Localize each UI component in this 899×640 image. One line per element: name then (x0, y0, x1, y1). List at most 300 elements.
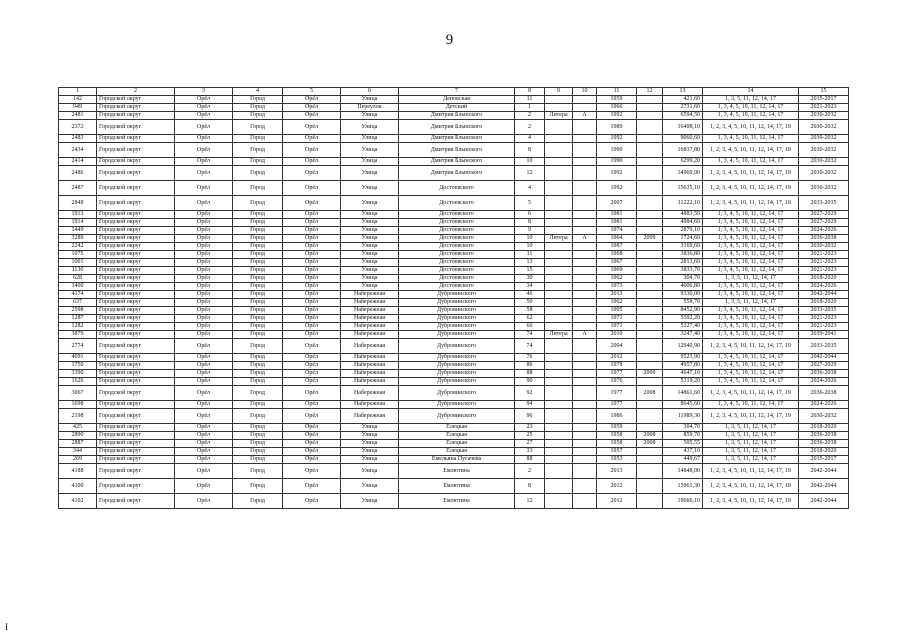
table-cell: 33 (515, 448, 545, 456)
table-cell: Орёл (175, 370, 233, 378)
table-cell: Городской округ (97, 112, 175, 120)
table-cell: 1958 (597, 440, 637, 448)
table-cell: 11 (515, 251, 545, 259)
table-cell (637, 323, 663, 331)
table-cell: Улица (341, 479, 399, 494)
table-cell: 2012 (597, 354, 637, 362)
table-cell: 5327,40 (663, 323, 703, 331)
column-number: 7 (399, 88, 515, 96)
table-row (59, 464, 849, 479)
table-cell: Улица (341, 96, 399, 104)
column-number: 3 (175, 88, 233, 96)
table-cell: Город (233, 235, 283, 243)
table-cell (573, 354, 597, 362)
table-cell: 1 (515, 104, 545, 112)
table-cell (545, 104, 573, 112)
table-cell: Орёл (175, 120, 233, 135)
table-cell (545, 456, 573, 464)
table-cell (545, 283, 573, 291)
table-cell: Улица (341, 494, 399, 509)
table-cell: 1992 (597, 135, 637, 143)
table-cell: Дубровинского (399, 323, 515, 331)
table-cell: Городской округ (97, 267, 175, 275)
table-cell (637, 259, 663, 267)
table-cell: Городской округ (97, 401, 175, 409)
table-cell: 1992 (597, 112, 637, 120)
table-cell: 1968 (597, 251, 637, 259)
table-cell: Город (233, 181, 283, 196)
table-cell: Орёл (283, 331, 341, 339)
table-cell: Город (233, 267, 283, 275)
table-cell: 1, 3, 4, 5, 10, 11, 12, 14, 17 (703, 259, 799, 267)
table-cell (637, 251, 663, 259)
table-cell: 8 (515, 143, 545, 158)
table-cell: Достоевского (399, 211, 515, 219)
table-cell: 3067 (59, 386, 97, 401)
table-cell: 2004 (597, 339, 637, 354)
table-cell: Набережная (341, 409, 399, 424)
table-cell: Дубровинского (399, 401, 515, 409)
table-cell: Город (233, 219, 283, 227)
table-cell: Улица (341, 135, 399, 143)
housing-registry-table (58, 87, 849, 509)
table-cell: 142 (59, 96, 97, 104)
table-cell: 14848,00 (663, 464, 703, 479)
table-cell: 1, 3, 4, 5, 10, 11, 12, 14, 17 (703, 104, 799, 112)
table-cell: 1, 2, 3, 4, 5, 10, 11, 12, 14, 17, 19 (703, 479, 799, 494)
table-cell (573, 181, 597, 196)
table-cell: 1992 (597, 166, 637, 181)
table-cell: 50 (515, 299, 545, 307)
table-cell: Орёл (175, 267, 233, 275)
table-cell: 949 (59, 104, 97, 112)
table-cell: 1, 3, 4, 5, 10, 11, 12, 14, 17 (703, 267, 799, 275)
table-cell: Набережная (341, 401, 399, 409)
table-cell (573, 456, 597, 464)
table-cell (573, 307, 597, 315)
table-row (59, 440, 849, 448)
table-cell (573, 370, 597, 378)
table-cell: 1, 3, 4, 5, 10, 11, 12, 14, 17 (703, 362, 799, 370)
table-cell (573, 362, 597, 370)
table-cell: 2024-2026 (799, 283, 849, 291)
table-cell (637, 479, 663, 494)
table-cell: Город (233, 283, 283, 291)
table-cell (637, 409, 663, 424)
page-number: 9 (445, 32, 454, 48)
table-row (59, 424, 849, 432)
table-cell: 2042-2044 (799, 354, 849, 362)
column-number: 9 (545, 88, 573, 96)
table-cell: 2027-2029 (799, 219, 849, 227)
table-cell: 1, 2, 3, 4, 5, 10, 11, 12, 14, 17, 19 (703, 386, 799, 401)
table-cell (573, 299, 597, 307)
table-cell: Набережная (341, 307, 399, 315)
table-cell: Улица (341, 166, 399, 181)
table-cell (637, 120, 663, 135)
table-cell: 2033-2035 (799, 339, 849, 354)
table-cell: 2198 (59, 409, 97, 424)
table-cell: Орёл (283, 243, 341, 251)
table-cell: 8 (515, 219, 545, 227)
table-cell (573, 120, 597, 135)
table-cell: 2030-2032 (799, 409, 849, 424)
table-row (59, 112, 849, 120)
table-cell: Городской округ (97, 96, 175, 104)
table-cell (545, 299, 573, 307)
table-cell: А (573, 331, 597, 339)
table-cell: 4984,60 (663, 219, 703, 227)
table-cell: 1969 (597, 267, 637, 275)
table-cell: Городской округ (97, 494, 175, 509)
table-cell: Литера (545, 112, 573, 120)
table-cell (637, 291, 663, 299)
table-cell: Орёл (175, 227, 233, 235)
table-cell: Орёл (175, 424, 233, 432)
table-cell: Орёл (175, 112, 233, 120)
table-cell: 2042-2044 (799, 291, 849, 299)
table-cell: 10 (515, 158, 545, 166)
table-cell: А (573, 112, 597, 120)
table-cell: Город (233, 378, 283, 386)
table-cell (637, 158, 663, 166)
table-row (59, 275, 849, 283)
table-cell (637, 267, 663, 275)
table-cell: Улица (341, 464, 399, 479)
table-cell: Орёл (175, 235, 233, 243)
table-cell: 2010 (597, 331, 637, 339)
table-cell: Емлютина (399, 494, 515, 509)
table-cell: Орёл (283, 96, 341, 104)
table-cell: Набережная (341, 331, 399, 339)
table-cell: 1, 3, 4, 5, 10, 11, 12, 14, 17 (703, 378, 799, 386)
table-cell: Достоевского (399, 181, 515, 196)
table-cell: Орёл (283, 307, 341, 315)
table-cell: Город (233, 291, 283, 299)
table-cell: 2372 (59, 120, 97, 135)
table-cell: Набережная (341, 362, 399, 370)
table-cell: 2008 (637, 386, 663, 401)
table-cell (637, 378, 663, 386)
table-cell (573, 479, 597, 494)
table-cell (545, 181, 573, 196)
table-cell: Городской округ (97, 299, 175, 307)
table-cell: Орёл (175, 362, 233, 370)
table-cell: Детский (399, 104, 515, 112)
table-row (59, 315, 849, 323)
table-cell: Набережная (341, 315, 399, 323)
table-cell (545, 362, 573, 370)
table-cell (637, 283, 663, 291)
table-cell: 1, 3, 4, 5, 10, 11, 12, 14, 17 (703, 135, 799, 143)
table-cell (545, 259, 573, 267)
table-cell: Городской округ (97, 104, 175, 112)
table-row (59, 196, 849, 211)
table-cell (637, 354, 663, 362)
table-cell: Орёл (175, 283, 233, 291)
table-row (59, 323, 849, 331)
table-cell: Орёл (175, 307, 233, 315)
table-cell: Орёл (175, 275, 233, 283)
table-cell: 2018-2020 (799, 299, 849, 307)
table-cell: Достоевского (399, 267, 515, 275)
table-cell: Достоевского (399, 283, 515, 291)
table-cell: 1, 3, 5, 11, 12, 14, 17 (703, 424, 799, 432)
table-cell: 304,70 (663, 424, 703, 432)
table-cell: Город (233, 323, 283, 331)
table-cell: 1971 (597, 315, 637, 323)
table-row (59, 259, 849, 267)
table-row (59, 401, 849, 409)
table-cell: 2036-2038 (799, 370, 849, 378)
table-cell: Орёл (283, 291, 341, 299)
table-cell (545, 494, 573, 509)
table-cell: 11222,10 (663, 196, 703, 211)
table-cell: Городской округ (97, 354, 175, 362)
table-cell: Орёл (175, 315, 233, 323)
table-cell (573, 96, 597, 104)
table-cell: 4957,80 (663, 362, 703, 370)
table-cell: Городской округ (97, 378, 175, 386)
table-cell (573, 135, 597, 143)
table-cell: Дмитрия Блынского (399, 158, 515, 166)
table-cell: 437,10 (663, 448, 703, 456)
table-cell: 74 (515, 331, 545, 339)
table-cell: 4647,10 (663, 370, 703, 378)
table-cell: 2483 (59, 135, 97, 143)
table-cell: 6 (515, 211, 545, 219)
column-number: 8 (515, 88, 545, 96)
table-cell: 2481 (59, 112, 97, 120)
table-cell: Городской округ (97, 331, 175, 339)
table-cell (545, 158, 573, 166)
table-cell: Городской округ (97, 315, 175, 323)
table-cell: 10 (515, 235, 545, 243)
table-cell (637, 181, 663, 196)
table-cell: 9523,90 (663, 354, 703, 362)
table-cell: Елецкая (399, 448, 515, 456)
column-number-row (59, 88, 849, 96)
table-cell: Орёл (283, 211, 341, 219)
table-cell (637, 196, 663, 211)
table-row (59, 432, 849, 440)
table-cell (573, 104, 597, 112)
table-cell: Город (233, 456, 283, 464)
table-cell: 2887 (59, 440, 97, 448)
table-cell: 304,70 (663, 275, 703, 283)
table-cell: Орёл (175, 291, 233, 299)
table-cell: 2015-2017 (799, 96, 849, 104)
table-cell (573, 259, 597, 267)
table-cell: 4 (515, 135, 545, 143)
table-cell: 1, 2, 3, 4, 5, 10, 11, 12, 14, 17, 19 (703, 181, 799, 196)
table-row (59, 362, 849, 370)
table-cell: Дубровинского (399, 386, 515, 401)
table-cell: Литера (545, 331, 573, 339)
table-cell: Набережная (341, 339, 399, 354)
table-cell: Набережная (341, 354, 399, 362)
table-cell: Городской округ (97, 219, 175, 227)
table-cell (545, 432, 573, 440)
table-cell (573, 275, 597, 283)
table-cell (637, 211, 663, 219)
table-cell: Деповская (399, 96, 515, 104)
table-cell: Городской округ (97, 323, 175, 331)
table-cell: 2018-2020 (799, 424, 849, 432)
table-cell: 1, 2, 3, 4, 5, 10, 11, 12, 14, 17, 19 (703, 166, 799, 181)
table-cell (573, 494, 597, 509)
table-cell: 1981 (597, 219, 637, 227)
table-cell: 628 (59, 275, 97, 283)
table-cell: 2021-2023 (799, 323, 849, 331)
table-cell: Орёл (175, 158, 233, 166)
table-cell: 1, 3, 5, 11, 12, 14, 17 (703, 448, 799, 456)
table-cell: 1698 (59, 401, 97, 409)
table-cell: Орёл (175, 104, 233, 112)
table-cell: 2813,60 (663, 259, 703, 267)
table-cell: 1987 (597, 243, 637, 251)
table-cell: 2018-2020 (799, 448, 849, 456)
table-cell: 1, 2, 3, 4, 5, 10, 11, 12, 14, 17, 19 (703, 494, 799, 509)
table-cell: Орёл (175, 211, 233, 219)
table-cell: Улица (341, 456, 399, 464)
table-cell (545, 464, 573, 479)
table-cell: 13 (515, 259, 545, 267)
table-cell: 2012 (597, 494, 637, 509)
table-cell: Орёл (283, 386, 341, 401)
table-cell: 1750 (59, 362, 97, 370)
table-cell (573, 448, 597, 456)
table-cell: 449,67 (663, 456, 703, 464)
table-cell: 2030-2032 (799, 243, 849, 251)
table-cell: Орёл (175, 409, 233, 424)
table-cell: Город (233, 251, 283, 259)
table-cell: Город (233, 120, 283, 135)
table-cell: Улица (341, 112, 399, 120)
table-cell: Орёл (283, 479, 341, 494)
table-cell: 2033-2035 (799, 196, 849, 211)
table-cell: 2890 (59, 432, 97, 440)
table-cell: 2042-2044 (799, 479, 849, 494)
table-cell: 58 (515, 307, 545, 315)
table-cell: 2021-2023 (799, 104, 849, 112)
table-cell: 1, 2, 3, 4, 5, 10, 11, 12, 14, 17, 19 (703, 339, 799, 354)
table-cell: 2009 (637, 235, 663, 243)
column-number: 15 (799, 88, 849, 96)
table-cell: 1400 (59, 283, 97, 291)
table-cell: Орёл (283, 158, 341, 166)
table-cell: 2021-2023 (799, 267, 849, 275)
table-cell: Дубровинского (399, 299, 515, 307)
table-cell: 15635,10 (663, 181, 703, 196)
table-cell: 2024-2026 (799, 378, 849, 386)
table-cell (545, 120, 573, 135)
table-cell: 2007 (597, 196, 637, 211)
table-cell: Набережная (341, 378, 399, 386)
table-cell: 505,55 (663, 440, 703, 448)
table-cell: 4006,80 (663, 283, 703, 291)
table-cell (545, 479, 573, 494)
table-cell: Орёл (283, 143, 341, 158)
table-cell: Дмитрия Блынского (399, 143, 515, 158)
table-cell: 6594,50 (663, 112, 703, 120)
table-cell: Город (233, 448, 283, 456)
margin-mark: I (5, 622, 8, 632)
column-number: 11 (597, 88, 637, 96)
table-cell: 9060,60 (663, 135, 703, 143)
table-cell: Литера (545, 235, 573, 243)
table-cell: Орёл (283, 494, 341, 509)
table-cell (545, 243, 573, 251)
table-cell: 1990 (597, 158, 637, 166)
table-cell (637, 401, 663, 409)
table-cell (545, 307, 573, 315)
table-row (59, 354, 849, 362)
table-cell: Орёл (283, 409, 341, 424)
table-cell: Емлютина (399, 464, 515, 479)
table-cell: Городской округ (97, 196, 175, 211)
table-row (59, 267, 849, 275)
table-cell: Дубровинского (399, 354, 515, 362)
table-cell: Орёл (283, 227, 341, 235)
table-cell: Город (233, 440, 283, 448)
table-cell: Улица (341, 158, 399, 166)
table-cell (573, 440, 597, 448)
table-cell: Дубровинского (399, 315, 515, 323)
table-cell: Город (233, 386, 283, 401)
table-cell: 3390 (59, 370, 97, 378)
table-cell: 15961,30 (663, 479, 703, 494)
table-row (59, 211, 849, 219)
table-cell: 2030-2032 (799, 166, 849, 181)
table-cell: Городской округ (97, 424, 175, 432)
table-cell (637, 307, 663, 315)
table-cell (637, 299, 663, 307)
table-cell: 1977 (597, 386, 637, 401)
table-cell: Город (233, 135, 283, 143)
table-cell (545, 275, 573, 283)
column-number: 10 (573, 88, 597, 96)
table-row (59, 104, 849, 112)
table-cell: Орёл (283, 166, 341, 181)
table-cell: Орёл (283, 448, 341, 456)
table-cell: 344 (59, 448, 97, 456)
table-cell: 1, 3, 4, 5, 10, 11, 12, 14, 17 (703, 283, 799, 291)
table-cell: Достоевского (399, 251, 515, 259)
table-cell: А (573, 235, 597, 243)
table-cell: Город (233, 354, 283, 362)
table-cell: Орёл (283, 196, 341, 211)
table-cell: 25 (515, 432, 545, 440)
table-cell: Город (233, 299, 283, 307)
table-cell: Городской округ (97, 464, 175, 479)
table-cell: Елецкая (399, 432, 515, 440)
table-cell: Орёл (175, 219, 233, 227)
table-row (59, 235, 849, 243)
table-cell: Город (233, 196, 283, 211)
table-cell (573, 219, 597, 227)
table-cell: Улица (341, 120, 399, 135)
table-cell: 1, 3, 4, 5, 10, 11, 12, 14, 17 (703, 315, 799, 323)
table-cell: Набережная (341, 370, 399, 378)
table-row (59, 158, 849, 166)
table-cell: Городской округ (97, 409, 175, 424)
table-cell: 4091 (59, 354, 97, 362)
table-cell: 3833,70 (663, 267, 703, 275)
table-cell (637, 166, 663, 181)
table-cell: Городской округ (97, 135, 175, 143)
table-cell: Достоевского (399, 227, 515, 235)
